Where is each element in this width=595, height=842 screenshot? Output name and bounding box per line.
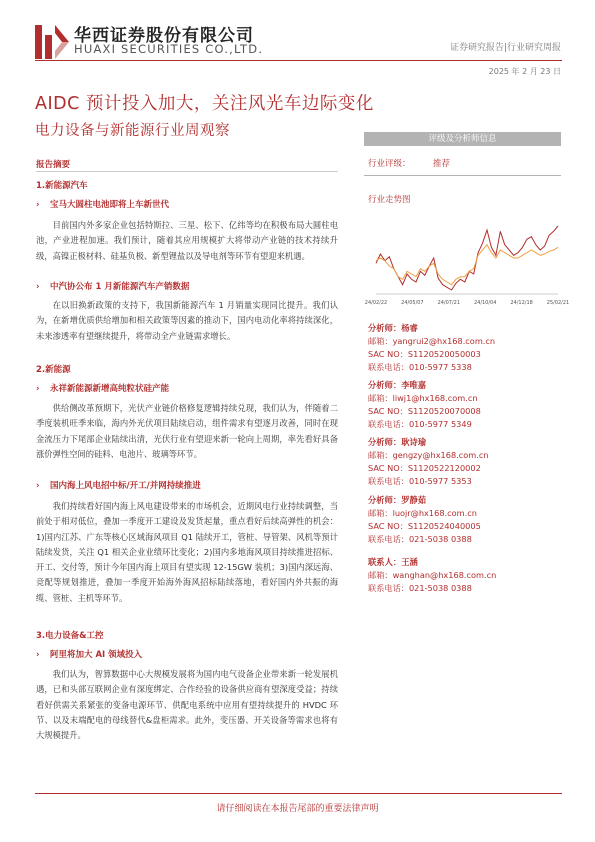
analyst-email: 邮箱：luojr@hx168.com.cn	[368, 508, 477, 518]
huaxi-logo-icon	[35, 25, 69, 59]
analyst-sac: SAC NO：S1120522120002	[368, 463, 481, 473]
summary-paragraph: 我们持续看好国内海上风电建设带来的市场机会，近期风电行业持续调整，当前处于相对低位，叠加一季度开工建设及发货起量，重点看好后续高弹性的机会：1)国内江苏、广东等核心区域海风项目 Q1 陆续开工，管桩、导管架、风机等预计陆续发货，关注 Q1 相关企业业绩环比变化；2)国内多地海风项目持续推进招标、开工、交付等，预计今年国内海上项目有望实现 12-15GW 装机；3)国内深远海、竞配等规划推进，叠加一季度开始海外海风招标陆续落地，看好国内外共振的海缆、管桩、主机等环节。	[36, 501, 338, 603]
bullet-arrow-icon: ›	[36, 200, 40, 210]
contact-phone: 联系电话：021-5038 0388	[368, 583, 472, 593]
bullet-arrow-icon: ›	[36, 282, 40, 292]
chart-x-tick-label: 24/05/07	[401, 300, 424, 306]
report-date: 2025 年 2 月 23 日	[488, 67, 561, 76]
analyst-name: 分析师：罗静茹	[368, 495, 427, 505]
bullet-title: 永祥新能源新增高纯粒状硅产能	[50, 384, 170, 394]
contact-card	[368, 556, 563, 594]
chart-x-tick-label: 24/10/04	[473, 300, 497, 306]
analyst-card	[368, 436, 563, 487]
summary-divider	[36, 171, 338, 172]
analyst-card	[368, 494, 563, 545]
analyst-email: 邮箱：yangrui2@hx168.com.cn	[368, 336, 496, 346]
bullet-item	[36, 479, 201, 491]
summary-paragraph: 供给侧改革预期下，光伏产业链价格修复逻辑持续兑现，我们认为，伴随着二季度装机旺季来临，海内外光伏项目陆续启动，组件需求有望逐月改善，同时在现金流压力下尾部企业陆续出清，光伏行业有望迎来新一轮向上周期，率先看好具备涨价弹性空间的硅料、电池片、玻璃等环节。	[36, 403, 338, 459]
footer-divider	[35, 793, 562, 794]
analyst-name: 分析师：耿诗瑜	[368, 437, 427, 447]
analyst-phone: 联系电话：010-5977 5353	[368, 476, 472, 486]
rating-divider	[364, 175, 561, 176]
brand-name-cn: 华西证券股份有限公司	[74, 26, 254, 46]
section-heading: 1.新能源汽车	[36, 181, 88, 191]
header-divider	[35, 60, 562, 61]
analyst-sac: SAC NO：S1120520050003	[368, 349, 481, 359]
rating-label: 行业评级：	[368, 159, 411, 169]
brand-name-en: HUAXI SECURITIES CO.,LTD.	[74, 42, 264, 56]
analyst-phone: 联系电话：010-5977 5338	[368, 362, 472, 372]
analyst-info-header: 评级及分析师信息	[364, 132, 561, 146]
analyst-card	[368, 322, 563, 373]
contact-email: 邮箱：wanghan@hx168.com.cn	[368, 570, 497, 580]
analyst-name: 分析师：杨睿	[368, 323, 418, 333]
analyst-email: 邮箱：gengzy@hx168.com.cn	[368, 450, 489, 460]
industry-trend-chart	[362, 218, 570, 318]
analyst-phone: 联系电话：010-5977 5349	[368, 419, 472, 429]
summary-paragraph: 目前国内外多家企业包括特斯拉、三星、松下、亿纬等均在积极布局大圆柱电池，产业进程加速。我们预计，随着其应用规模扩大将带动产业链的技术持续升级，高镍正极材料、硅基负极、新型锂盐以及导电剂等环节有望迎来机遇。	[36, 220, 338, 261]
summary-paragraph: 我们认为，智算数据中心大规模发展将为国内电气设备企业带来新一轮发展机遇，已和头部互联网企业有深度绑定、合作经验的设备供应商有望深度受益；持续看好供需关系紧张的变备电源环节、供配电系统中应用有望持续提升的 HVDC 环节、以及末端配电的母线替代&盘柜需求。此外，变压器、开关设备等需求也将有大规模提升。	[36, 669, 338, 741]
legal-notice: 请仔细阅读在本报告尾部的重要法律声明	[216, 804, 379, 814]
report-subtitle: 电力设备与新能源行业周观察	[35, 123, 230, 139]
trend-chart-title: 行业走势图	[368, 195, 411, 205]
analyst-name: 分析师：李唯嘉	[368, 380, 427, 390]
bullet-title: 中汽协公布 1 月新能源汽车产销数据	[50, 282, 190, 292]
chart-series-line-0	[376, 226, 558, 290]
chart-series-line-1	[376, 245, 558, 285]
analyst-card	[368, 379, 563, 430]
analyst-sac: SAC NO：S1120520070008	[368, 406, 481, 416]
bullet-arrow-icon: ›	[36, 650, 40, 660]
bullet-title: 宝马大圆柱电池即将上车新世代	[50, 200, 170, 210]
chart-x-tick-label: 25/02/21	[546, 300, 570, 306]
bullet-item	[36, 382, 169, 394]
summary-paragraph: 在以旧换新政策的支持下，我国新能源汽车 1 月销量实现同比提升。我们认为，在新增优质供给增加和相关政策等因素的推动下，国内电动化率将持续深化，未来渗透率有望继续提升，将带动全产业链需求增长。	[36, 300, 338, 341]
bullet-arrow-icon: ›	[36, 481, 40, 491]
section-heading: 2.新能源	[36, 365, 71, 375]
bullet-title: 国内海上风电招中标/开工/并网持续推进	[50, 481, 201, 491]
chart-x-tick-label: 24/12/18	[510, 300, 533, 306]
analyst-sac: SAC NO：S1120524040005	[368, 521, 481, 531]
chart-x-tick-label: 24/02/22	[364, 300, 388, 306]
summary-label: 报告摘要	[36, 160, 71, 170]
bullet-item	[36, 198, 169, 210]
section-heading: 3.电力设备&工控	[36, 631, 104, 641]
bullet-item	[36, 648, 142, 660]
report-type-tag: 证券研究报告|行业研究周报	[449, 43, 561, 53]
bullet-title: 阿里将加大 AI 领域投入	[50, 650, 143, 660]
report-title: AIDC 预计投入加大，关注风光车边际变化	[35, 94, 374, 114]
chart-x-tick-label: 24/07/21	[437, 300, 461, 306]
bullet-item	[36, 280, 189, 292]
rating-value: 推荐	[433, 159, 451, 169]
contact-name: 联系人：王涵	[368, 557, 418, 567]
bullet-arrow-icon: ›	[36, 384, 40, 394]
analyst-email: 邮箱：liwj1@hx168.com.cn	[368, 393, 478, 403]
analyst-phone: 联系电话：021-5038 0388	[368, 534, 472, 544]
